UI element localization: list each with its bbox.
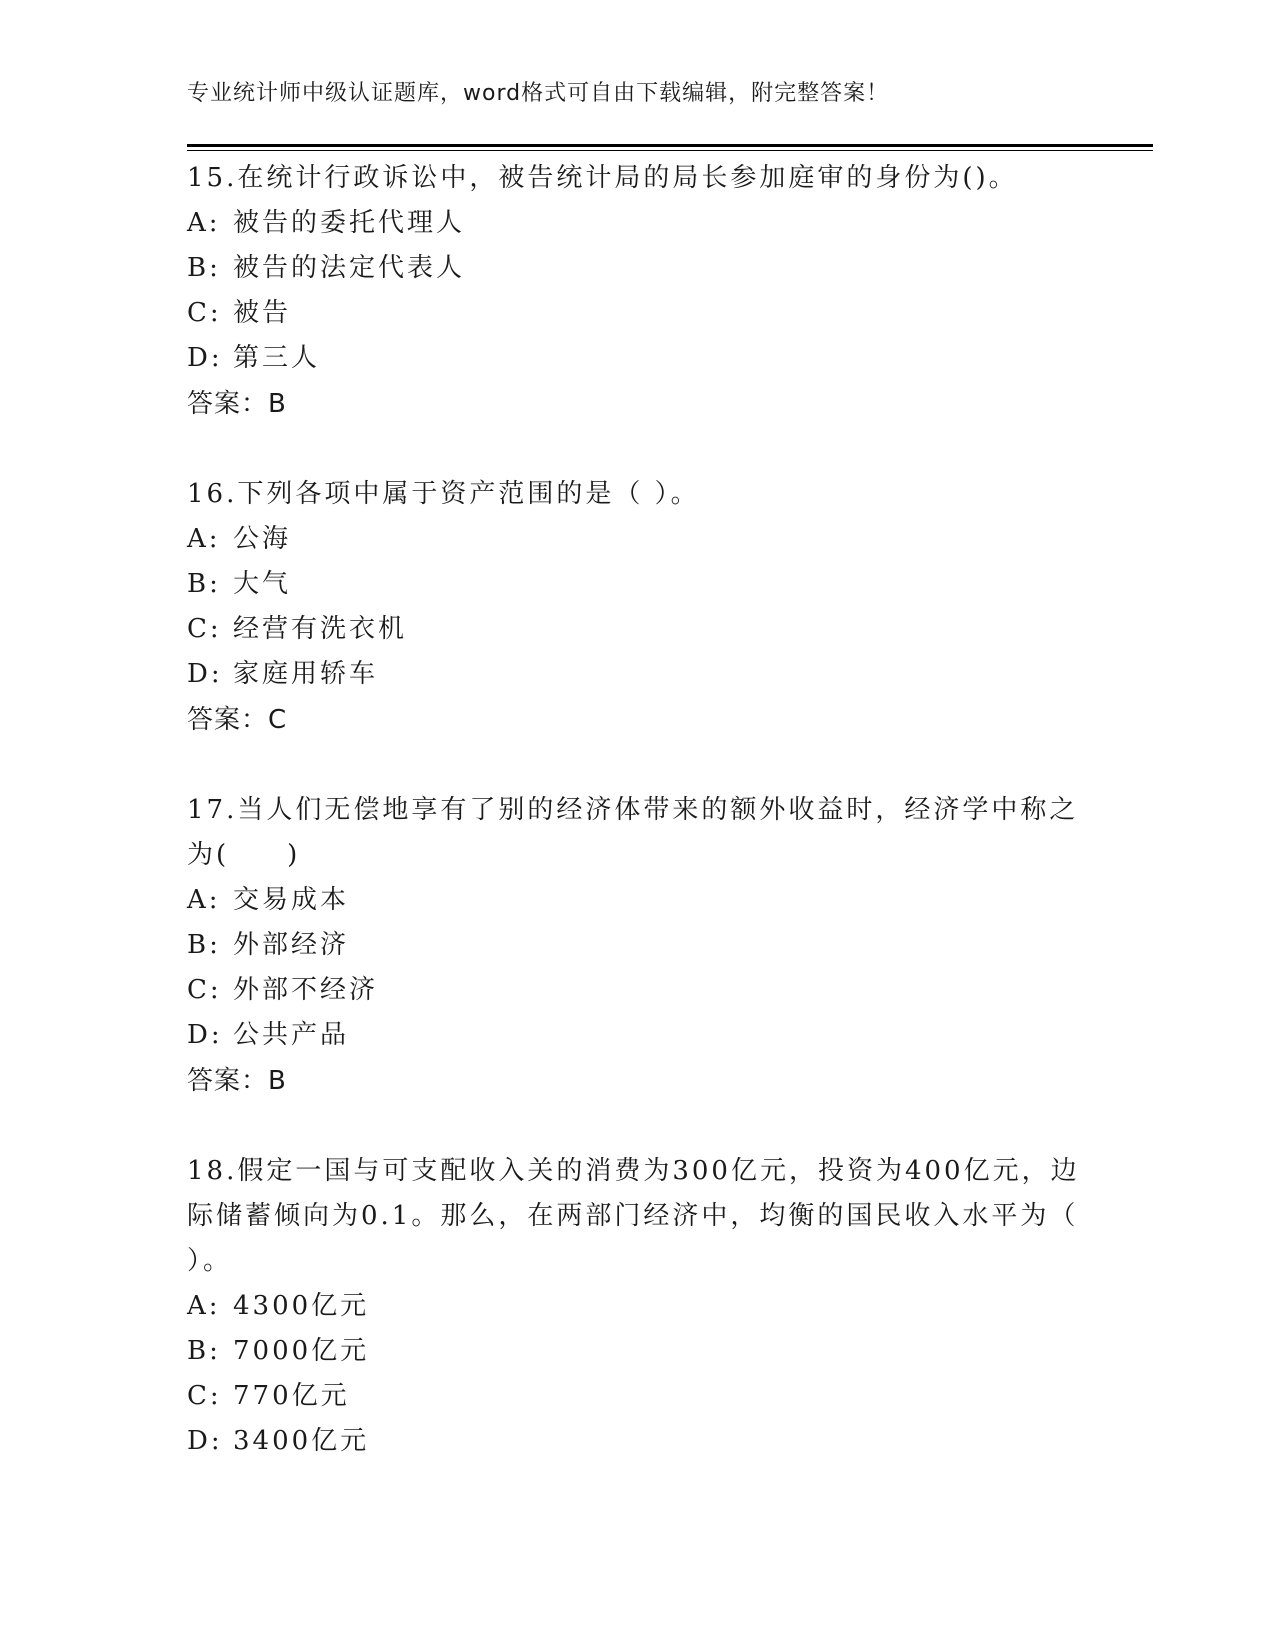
header-rule-thin <box>187 150 1153 151</box>
option-letter: A: <box>187 1291 221 1321</box>
option-letter: A: <box>187 208 221 238</box>
option-text: 被告的委托代理人 <box>233 208 466 238</box>
option-text: 外部不经济 <box>233 975 379 1005</box>
option-letter: A: <box>187 885 221 915</box>
option-letter: C: <box>187 975 222 1005</box>
question-18 <box>187 1149 1087 1464</box>
page-header: 专业统计师中级认证题库，word格式可自由下载编辑，附完整答案！ <box>187 81 890 106</box>
option-d <box>187 1419 1087 1464</box>
header-rule-thick <box>187 144 1153 147</box>
question-15 <box>187 156 1087 428</box>
answer-line: 答案：B <box>187 389 287 419</box>
option-letter: C: <box>187 614 222 644</box>
question-stem: 15.在统计行政诉讼中，被告统计局的局长参加庭审的身份为()。 <box>187 163 1018 193</box>
option-text: 外部经济 <box>233 930 350 960</box>
answer-line: 答案：B <box>187 1066 287 1096</box>
option-text: 大气 <box>233 569 292 599</box>
option-letter: B: <box>187 253 221 283</box>
option-letter: D: <box>187 1426 223 1456</box>
option-letter: C: <box>187 298 222 328</box>
option-text: 3400亿元 <box>233 1426 370 1456</box>
option-a <box>187 517 1087 562</box>
option-a <box>187 201 1087 246</box>
option-d <box>187 652 1087 697</box>
option-letter: B: <box>187 930 221 960</box>
question-stem: 17.当人们无偿地享有了别的经济体带来的额外收益时，经济学中称之为( ) <box>187 795 1079 870</box>
option-text: 公海 <box>233 524 292 554</box>
option-letter: D: <box>187 1020 223 1050</box>
option-text: 公共产品 <box>233 1020 350 1050</box>
option-text: 7000亿元 <box>233 1336 370 1366</box>
option-text: 交易成本 <box>233 885 350 915</box>
option-text: 4300亿元 <box>233 1291 370 1321</box>
option-letter: B: <box>187 1336 221 1366</box>
option-text: 家庭用轿车 <box>233 659 379 689</box>
option-a <box>187 1284 1087 1329</box>
option-letter: D: <box>187 343 223 373</box>
option-b <box>187 1329 1087 1374</box>
option-letter: A: <box>187 524 221 554</box>
question-16 <box>187 472 1087 744</box>
option-b <box>187 562 1087 607</box>
option-d <box>187 1013 1087 1058</box>
option-c <box>187 607 1087 652</box>
question-17 <box>187 788 1087 1105</box>
option-letter: B: <box>187 569 221 599</box>
option-b <box>187 246 1087 291</box>
option-d <box>187 336 1087 381</box>
option-text: 被告 <box>233 298 292 328</box>
question-stem: 16.下列各项中属于资产范围的是（ ）。 <box>187 479 700 509</box>
option-text: 770亿元 <box>233 1381 350 1411</box>
option-b <box>187 923 1087 968</box>
option-text: 第三人 <box>233 343 321 373</box>
option-letter: D: <box>187 659 223 689</box>
option-c <box>187 291 1087 336</box>
question-stem: 18.假定一国与可支配收入关的消费为300亿元，投资为400亿元，边际储蓄倾向为0.1。那么，在两部门经济中，均衡的国民收入水平为（ ）。 <box>187 1156 1080 1276</box>
option-text: 被告的法定代表人 <box>233 253 466 283</box>
option-a <box>187 878 1087 923</box>
question-list <box>187 156 1087 1508</box>
answer-line: 答案：C <box>187 705 288 735</box>
option-c <box>187 968 1087 1013</box>
option-letter: C: <box>187 1381 222 1411</box>
option-c <box>187 1374 1087 1419</box>
option-text: 经营有洗衣机 <box>233 614 408 644</box>
